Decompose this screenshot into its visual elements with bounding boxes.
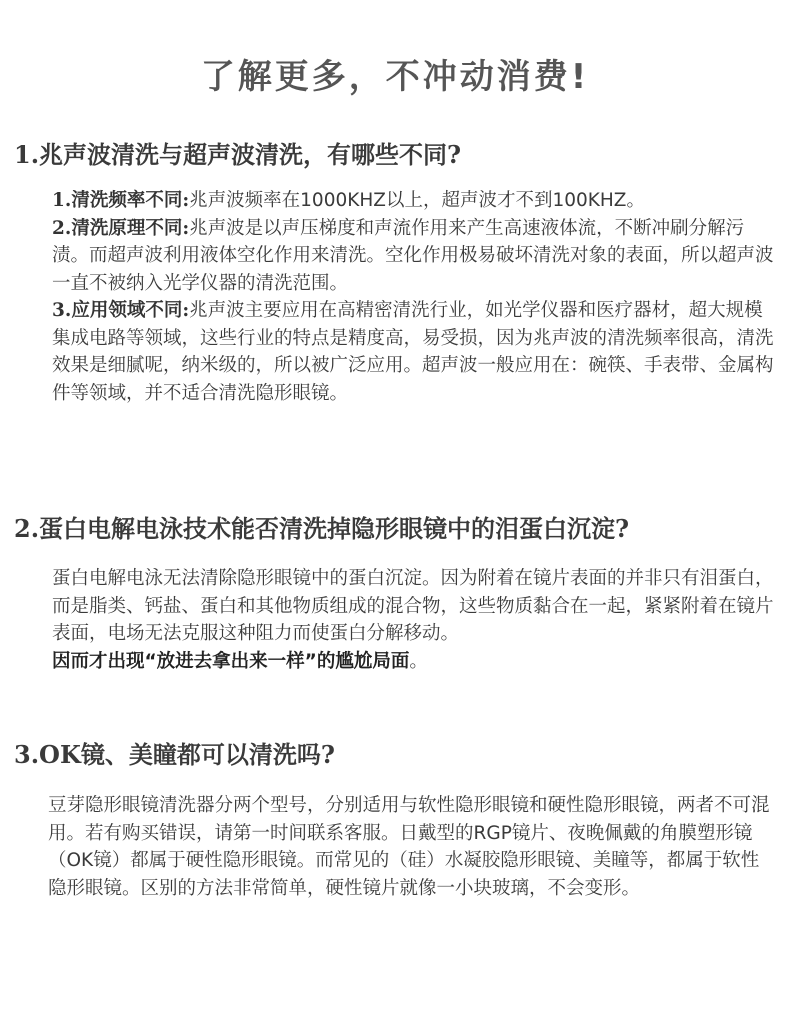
section-1-point-2	[52, 215, 774, 298]
section-1-point-1	[52, 187, 774, 215]
section-2-body: 蛋白电解电泳无法清除隐形眼镜中的蛋白沉淀。因为附着在镜片表面的并非只有泪蛋白，而是脂类、钙盐、蛋白和其他物质组成的混合物，这些物质黏合在一起，紧紧附着在镜片表面，电场无法克服这种阻力而使蛋白分解移动。	[52, 568, 774, 644]
section-1-point-3-text: 兆声波主要应用在高精密清洗行业，如光学仪器和医疗器材，超大规模集成电路等领域，这些行业的特点是精度高，易受损，因为兆声波的清洗频率很高，清洗效果是细腻呢，纳米级的，所以被广泛应用。超声波一般应用在：碗筷、手表带、金属构件等领域，并不适合清洗隐形眼镜。	[52, 300, 774, 404]
section-3-heading: 3.OK镜、美瞳都可以清洗吗?	[14, 740, 335, 769]
section-1-point-3	[52, 297, 774, 407]
section-1-point-2-lead: 2.清洗原理不同:	[52, 217, 190, 239]
section-3-answer	[48, 792, 774, 902]
section-3-body: 豆芽隐形眼镜清洗器分两个型号，分别适用与软性隐形眼镜和硬性隐形眼镜，两者不可混用。若有购买错误，请第一时间联系客服。日戴型的RGP镜片、夜晚佩戴的角膜塑形镜（OK镜）都属于硬性隐形眼镜。而常见的（硅）水凝胶隐形眼镜、美瞳等，都属于软性隐形眼镜。区别的方法非常简单，硬性镜片就像一小块玻璃，不会变形。	[48, 795, 770, 899]
section-1-point-1-lead: 1.清洗频率不同:	[52, 190, 190, 211]
section-2-heading: 2.蛋白电解电泳技术能否清洗掉隐形眼镜中的泪蛋白沉淀?	[14, 514, 630, 543]
section-2-emphasis-line	[52, 648, 774, 676]
section-2-answer	[52, 565, 774, 675]
page-title: 了解更多，不冲动消费!	[200, 57, 590, 97]
section-2-emphasis-end: 。	[409, 650, 428, 672]
section-1-heading: 1.兆声波清洗与超声波清洗，有哪些不同?	[14, 140, 462, 169]
section-1-point-3-lead: 3.应用领域不同:	[52, 300, 190, 321]
section-2-emphasis: 因而才出现“放进去拿出来一样”的尴尬局面	[52, 650, 410, 672]
section-1-answer	[52, 187, 774, 407]
section-1-point-1-text: 兆声波频率在1000KHZ以上，超声波才不到100KHZ。	[189, 190, 645, 211]
section-1-point-2-text: 兆声波是以声压梯度和声流作用来产生高速液体流，不断冲刷分解污渍。而超声波利用液体空化作用来清洗。空化作用极易破坏清洗对象的表面，所以超声波一直不被纳入光学仪器的清洗范围。	[52, 217, 774, 294]
